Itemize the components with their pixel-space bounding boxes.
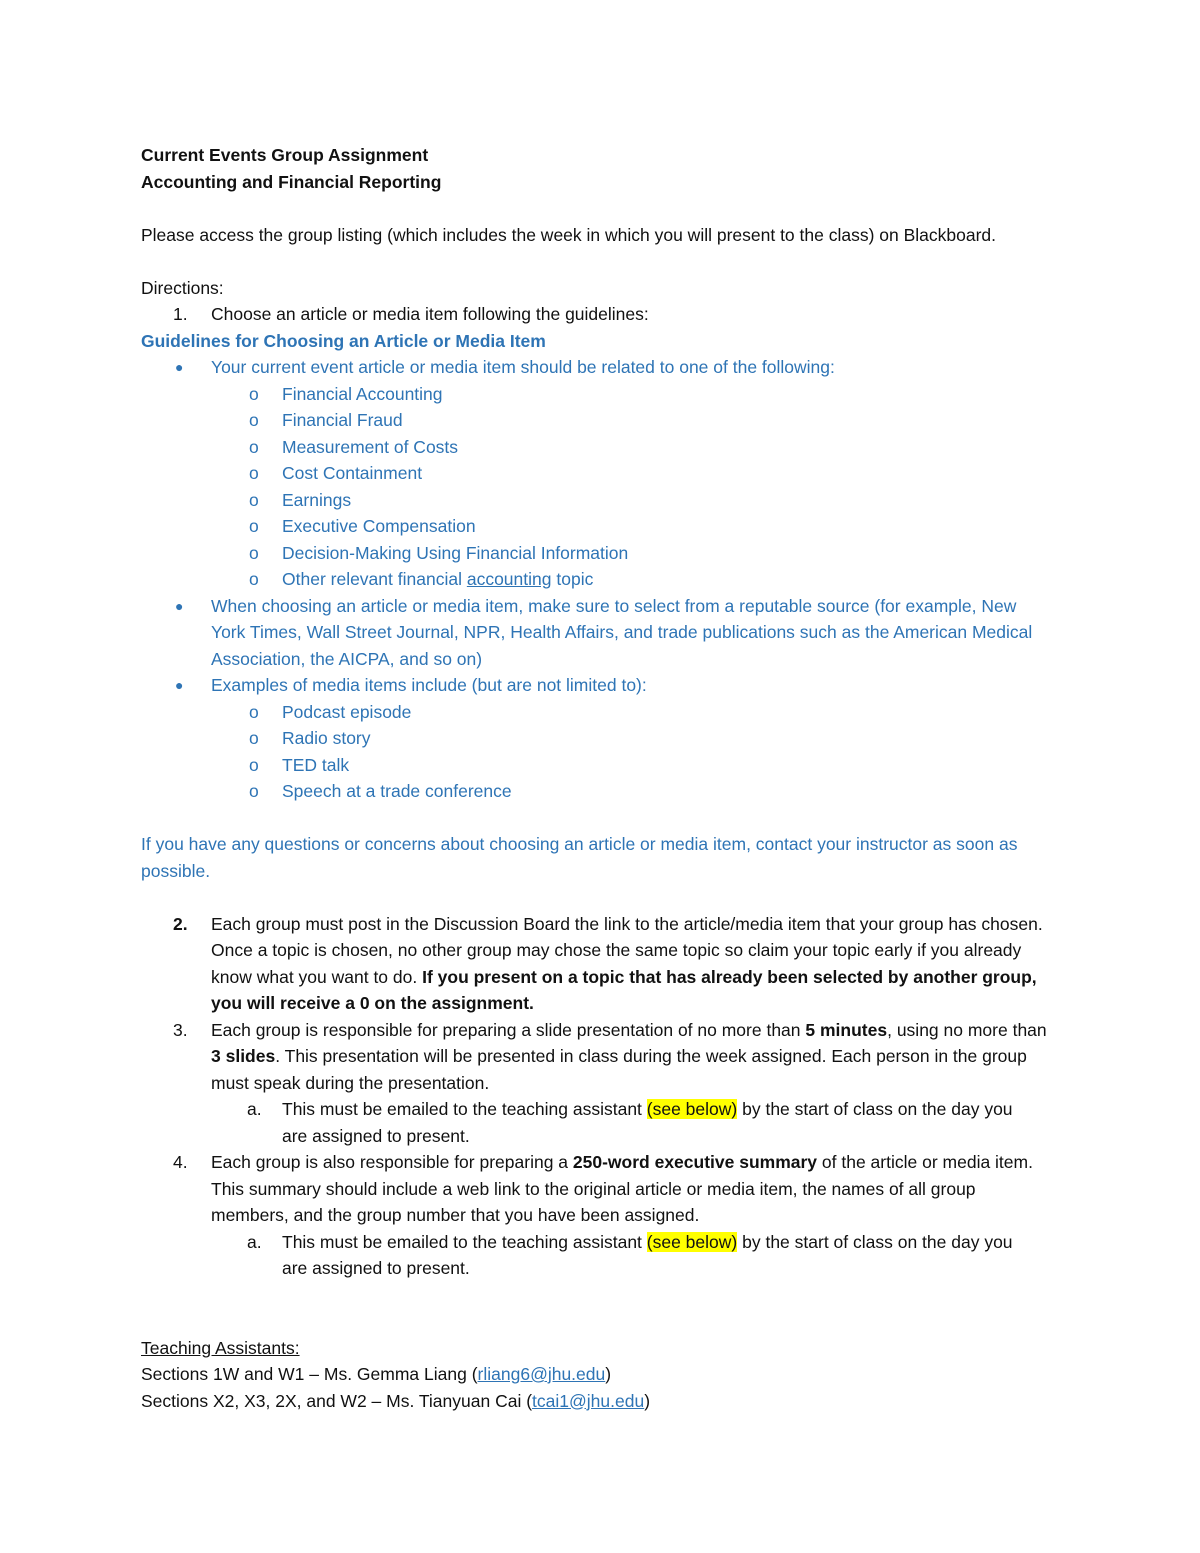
media-example-item (141, 699, 1071, 726)
step-1-number: 1. (173, 304, 188, 324)
step-2-text: Each group must post in the Discussion Board the link to the article/media item that your group has chosen. Once a topic is chosen, no other group may chose the same topic so claim your topic early if you already know what you want to do. (211, 913, 1043, 987)
step-1-text: Choose an article or media item following the guidelines: (211, 304, 649, 324)
sub-bullet-icon: o (249, 516, 259, 536)
topic-item (141, 407, 1071, 434)
step-3: 3. Each group is responsible for preparing a slide presentation of no more than 5 minutes, using no more than 3 slides. This presentation will be presented in class during the week assigned. Each person in the group must speak during the presentation. (141, 1017, 1071, 1097)
topic-item (141, 540, 1071, 567)
see-below-highlight: (see below) (646, 1099, 738, 1119)
topic-item-text: Decision-Making Using Financial Information (282, 542, 629, 563)
sub-bullet-icon: o (249, 383, 259, 404)
topic-item-text: Earnings (282, 489, 352, 510)
bullet-icon: ● (175, 677, 184, 693)
topic-item-text: Financial Accounting (282, 383, 443, 404)
ta-heading: Teaching Assistants: (141, 1337, 300, 1358)
sub-bullet-icon: o (249, 436, 259, 457)
sub-bullet-icon: o (249, 754, 259, 775)
topic-item-text: Measurement of Costs (282, 436, 459, 457)
doc-title: Current Events Group Assignment (141, 145, 429, 165)
topic-item-text: Executive Compensation (282, 516, 476, 536)
guideline-bullet-1-text: Your current event article or media item should be related to one of the following: (211, 357, 835, 377)
intro-paragraph: Please access the group listing (which includes the week in which you will present to the class) on Blackboard. (141, 224, 997, 245)
sub-bullet-icon: o (249, 463, 259, 483)
questions-paragraph: If you have any questions or concerns about choosing an article or media item, contact your instructor as soon as possible. (141, 834, 1018, 881)
topic-item (141, 460, 1071, 487)
doc-subtitle: Accounting and Financial Reporting (141, 171, 442, 192)
topic-item-text: Financial Fraud (282, 410, 403, 430)
step-2 (141, 911, 1071, 1017)
media-example-item (141, 778, 1071, 805)
media-example-text: Podcast episode (282, 701, 412, 722)
step-3a-letter: a. (247, 1099, 262, 1119)
media-example-item (141, 752, 1071, 779)
guidelines-heading: Guidelines for Choosing an Article or Media Item (141, 330, 546, 351)
topic-item-text: Other relevant financial accounting topic (282, 569, 594, 589)
topic-item (141, 434, 1071, 461)
five-minutes-bold: 5 minutes (805, 1019, 888, 1040)
document-body (141, 142, 1071, 1414)
guideline-bullet-3-text: Examples of media items include (but are not limited to): (211, 675, 647, 695)
ta-line-2: Sections X2, X3, 2X, and W2 – Ms. Tianyuan Cai (tcai1@jhu.edu) (141, 1390, 651, 1411)
ta-line-1: Sections 1W and W1 – Ms. Gemma Liang (rliang6@jhu.edu) (141, 1364, 612, 1384)
sub-bullet-icon: o (249, 489, 259, 510)
step-4-number: 4. (173, 1152, 188, 1172)
sub-bullet-icon: o (249, 701, 259, 722)
step-4: 4. Each group is also responsible for preparing a 250-word executive summary of the article or media item. This summary should include a web link to the original article or media item, the names of all group members, and the group number that you have been assigned. (141, 1149, 1071, 1229)
guideline-bullet-2-text: When choosing an article or media item, make sure to select from a reputable source (for example, New York Times, Wall Street Journal, NPR, Health Affairs, and trade publications such as the American Medical Association, the AICPA, and so on) (211, 595, 1033, 669)
sub-bullet-icon: o (249, 569, 259, 589)
ta2-email-link[interactable]: tcai1@jhu.edu (532, 1390, 645, 1411)
step-4a: a. This must be emailed to the teaching assistant (see below) by the start of class on the day you are assigned to present. (141, 1229, 1071, 1282)
topic-item (141, 381, 1071, 408)
media-example-text: Speech at a trade conference (282, 781, 512, 801)
guideline-bullet-2 (141, 593, 1071, 673)
topic-item (141, 513, 1071, 540)
sub-bullet-icon: o (249, 410, 259, 430)
step-3-number: 3. (173, 1019, 188, 1040)
topic-item-text: Cost Containment (282, 463, 423, 483)
accounting-underlined: accounting (466, 569, 552, 589)
step-1 (141, 301, 1071, 328)
step-2-bold-warning: If you present on a topic that has already been selected by another group, you will receive a 0 on the assignment. (211, 966, 1037, 1013)
directions-label: Directions: (141, 277, 224, 298)
bullet-icon: ● (175, 359, 184, 375)
step-4a-letter: a. (247, 1231, 262, 1252)
sub-bullet-icon: o (249, 542, 259, 563)
media-example-item (141, 725, 1071, 752)
see-below-highlight: (see below) (646, 1231, 738, 1252)
sub-bullet-icon: o (249, 781, 259, 801)
sub-bullet-icon: o (249, 728, 259, 748)
three-slides-bold: 3 slides (211, 1046, 276, 1066)
ta1-email-link[interactable]: rliang6@jhu.edu (477, 1364, 606, 1384)
guideline-bullet-1 (141, 354, 1071, 381)
guideline-bullet-3 (141, 672, 1071, 699)
step-3a: a. This must be emailed to the teaching assistant (see below) by the start of class on the day you are assigned to present. (141, 1096, 1071, 1149)
bullet-icon: ● (175, 597, 184, 614)
media-example-text: TED talk (282, 754, 350, 775)
media-example-text: Radio story (282, 728, 371, 748)
executive-summary-bold: 250-word executive summary (572, 1152, 818, 1172)
topic-item (141, 566, 1071, 593)
topic-item (141, 487, 1071, 514)
step-2-number: 2. (173, 913, 188, 934)
